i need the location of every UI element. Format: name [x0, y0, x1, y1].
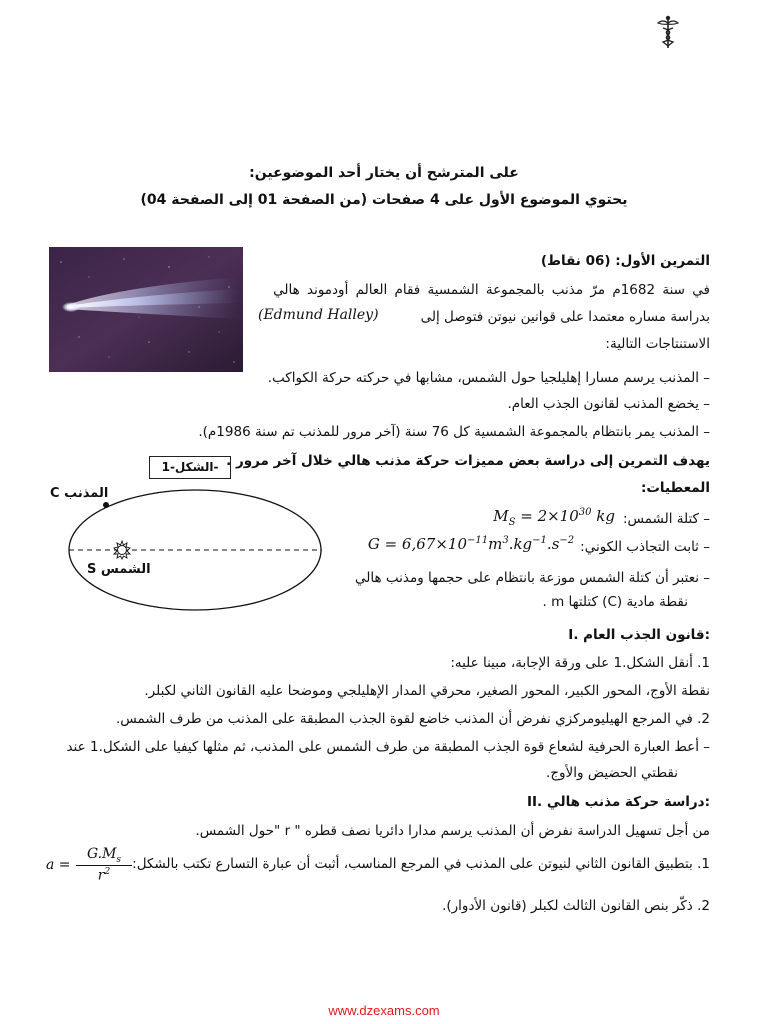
sun-mass-value: $M_S = 2\times 10^{30}$ kg [493, 507, 615, 528]
part-1-question-2-detail-1: – أعط العبارة الحرفية لشعاع قوة الجذب المطبقة من طرف الشمس على المذنب، ثم مثلها كيفيا على الشكل.1 عند [66, 739, 710, 755]
exercise-aim: يهدف التمرين إلى دراسة بعض مميزات حركة مذنب هالي خلال آخر مرور . [226, 453, 710, 469]
intro-line-2-text: بدراسة مساره معتمدا على قوانين نيوتن فتوصل إلى [420, 309, 710, 325]
part-1-title: I. قانون الجذب العام: [568, 627, 710, 643]
sun-label: الشمس S [87, 562, 151, 577]
figure-1-caption-box [149, 456, 231, 479]
exercise-title: التمرين الأول: (06 نقاط) [540, 253, 710, 269]
figure-1-caption: الشكل-1- [161, 460, 219, 474]
part-1-question-1-detail: نقطة الأوج، المحور الكبير، المحور الصغير، محرقي المدار الإهليلجي وموضحا عليه القانون الثاني لكبلر. [144, 683, 710, 699]
intro-line-1: في سنة 1682م مرّ مذنب بالمجموعة الشمسية فقام العالم أودموند هالي [273, 282, 710, 298]
gravitational-constant-label: – ثابت التجاذب الكوني: [580, 539, 710, 555]
part-1-question-2: 2. في المرجع الهيليومركزي نفرض أن المذنب خاضع لقوة الجذب المطبقة على المذنب من طرف الشمس. [115, 711, 710, 727]
part-2-title: II. دراسة حركة مذنب هالي: [526, 794, 710, 810]
part-2-question-2: 2. ذكّر بنص القانون الثالث لكبلر (قانون الأدوار). [442, 898, 710, 914]
gravitational-constant-row [330, 535, 710, 559]
edmund-halley-name: (Edmund Halley) [258, 307, 379, 323]
conclusion-item-1: – المذنب يرسم مسارا إهليلجيا حول الشمس، مشابها في حركته حركة الكواكب. [267, 370, 710, 386]
gravitational-constant-value: $G = 6,67\times 10^{-11}m^3.kg^{-1}.s^{-2}$ [367, 535, 575, 553]
intro-line-3: الاستنتاجات التالية: [605, 336, 710, 352]
assumption-line-2 [368, 594, 688, 616]
comet-photo [49, 247, 243, 372]
assumption-line-1: – نعتبر أن كتلة الشمس موزعة بانتظام على حجمها ومذنب هالي [354, 570, 710, 586]
subject-pages-line: يحتوي الموضوع الأول على 4 صفحات (من الصفحة 01 إلى الصفحة 04) [140, 192, 628, 208]
caduceus-icon [655, 14, 681, 50]
part-2-question-1: 1. بتطبيق القانون الثاني لنيوتن على المذنب في المرجع المناسب، أثبت أن عبارة التسارع تكتب بالشكل: [132, 856, 710, 872]
conclusion-item-3: – المذنب يمر بانتظام بالمجموعة الشمسية كل 76 سنة (آخر مرور للمذنب تم سنة 1986م). [198, 424, 710, 440]
conclusion-item-2: – يخضع المذنب لقانون الجذب العام. [507, 396, 710, 412]
comet-label: المذنب C [50, 486, 109, 501]
acceleration-formula: a = $G.M_s$ $r^2$ [46, 846, 136, 886]
sun-mass-row [350, 507, 710, 531]
part-1-question-1: 1. أنقل الشكل.1 على ورقة الإجابة، مبينا عليه: [450, 655, 710, 671]
assumption-line-2-text: نقطة مادية (C) كتلتها m . [542, 594, 688, 610]
part-1-question-2-detail-2: نقطتي الحضيض والأوج. [546, 765, 678, 781]
instruction-line: على المترشح أن يختار أحد الموضوعين: [249, 165, 519, 181]
footer-url[interactable]: www.dzexams.com [328, 1003, 440, 1018]
sun-mass-label: – كتلة الشمس: [622, 511, 710, 527]
intro-line-2 [250, 307, 710, 329]
given-title: المعطيات: [640, 480, 710, 496]
part-2-intro: من أجل تسهيل الدراسة نفرض أن المذنب يرسم مدارا دائريا نصف قطره " r "حول الشمس. [195, 823, 710, 839]
